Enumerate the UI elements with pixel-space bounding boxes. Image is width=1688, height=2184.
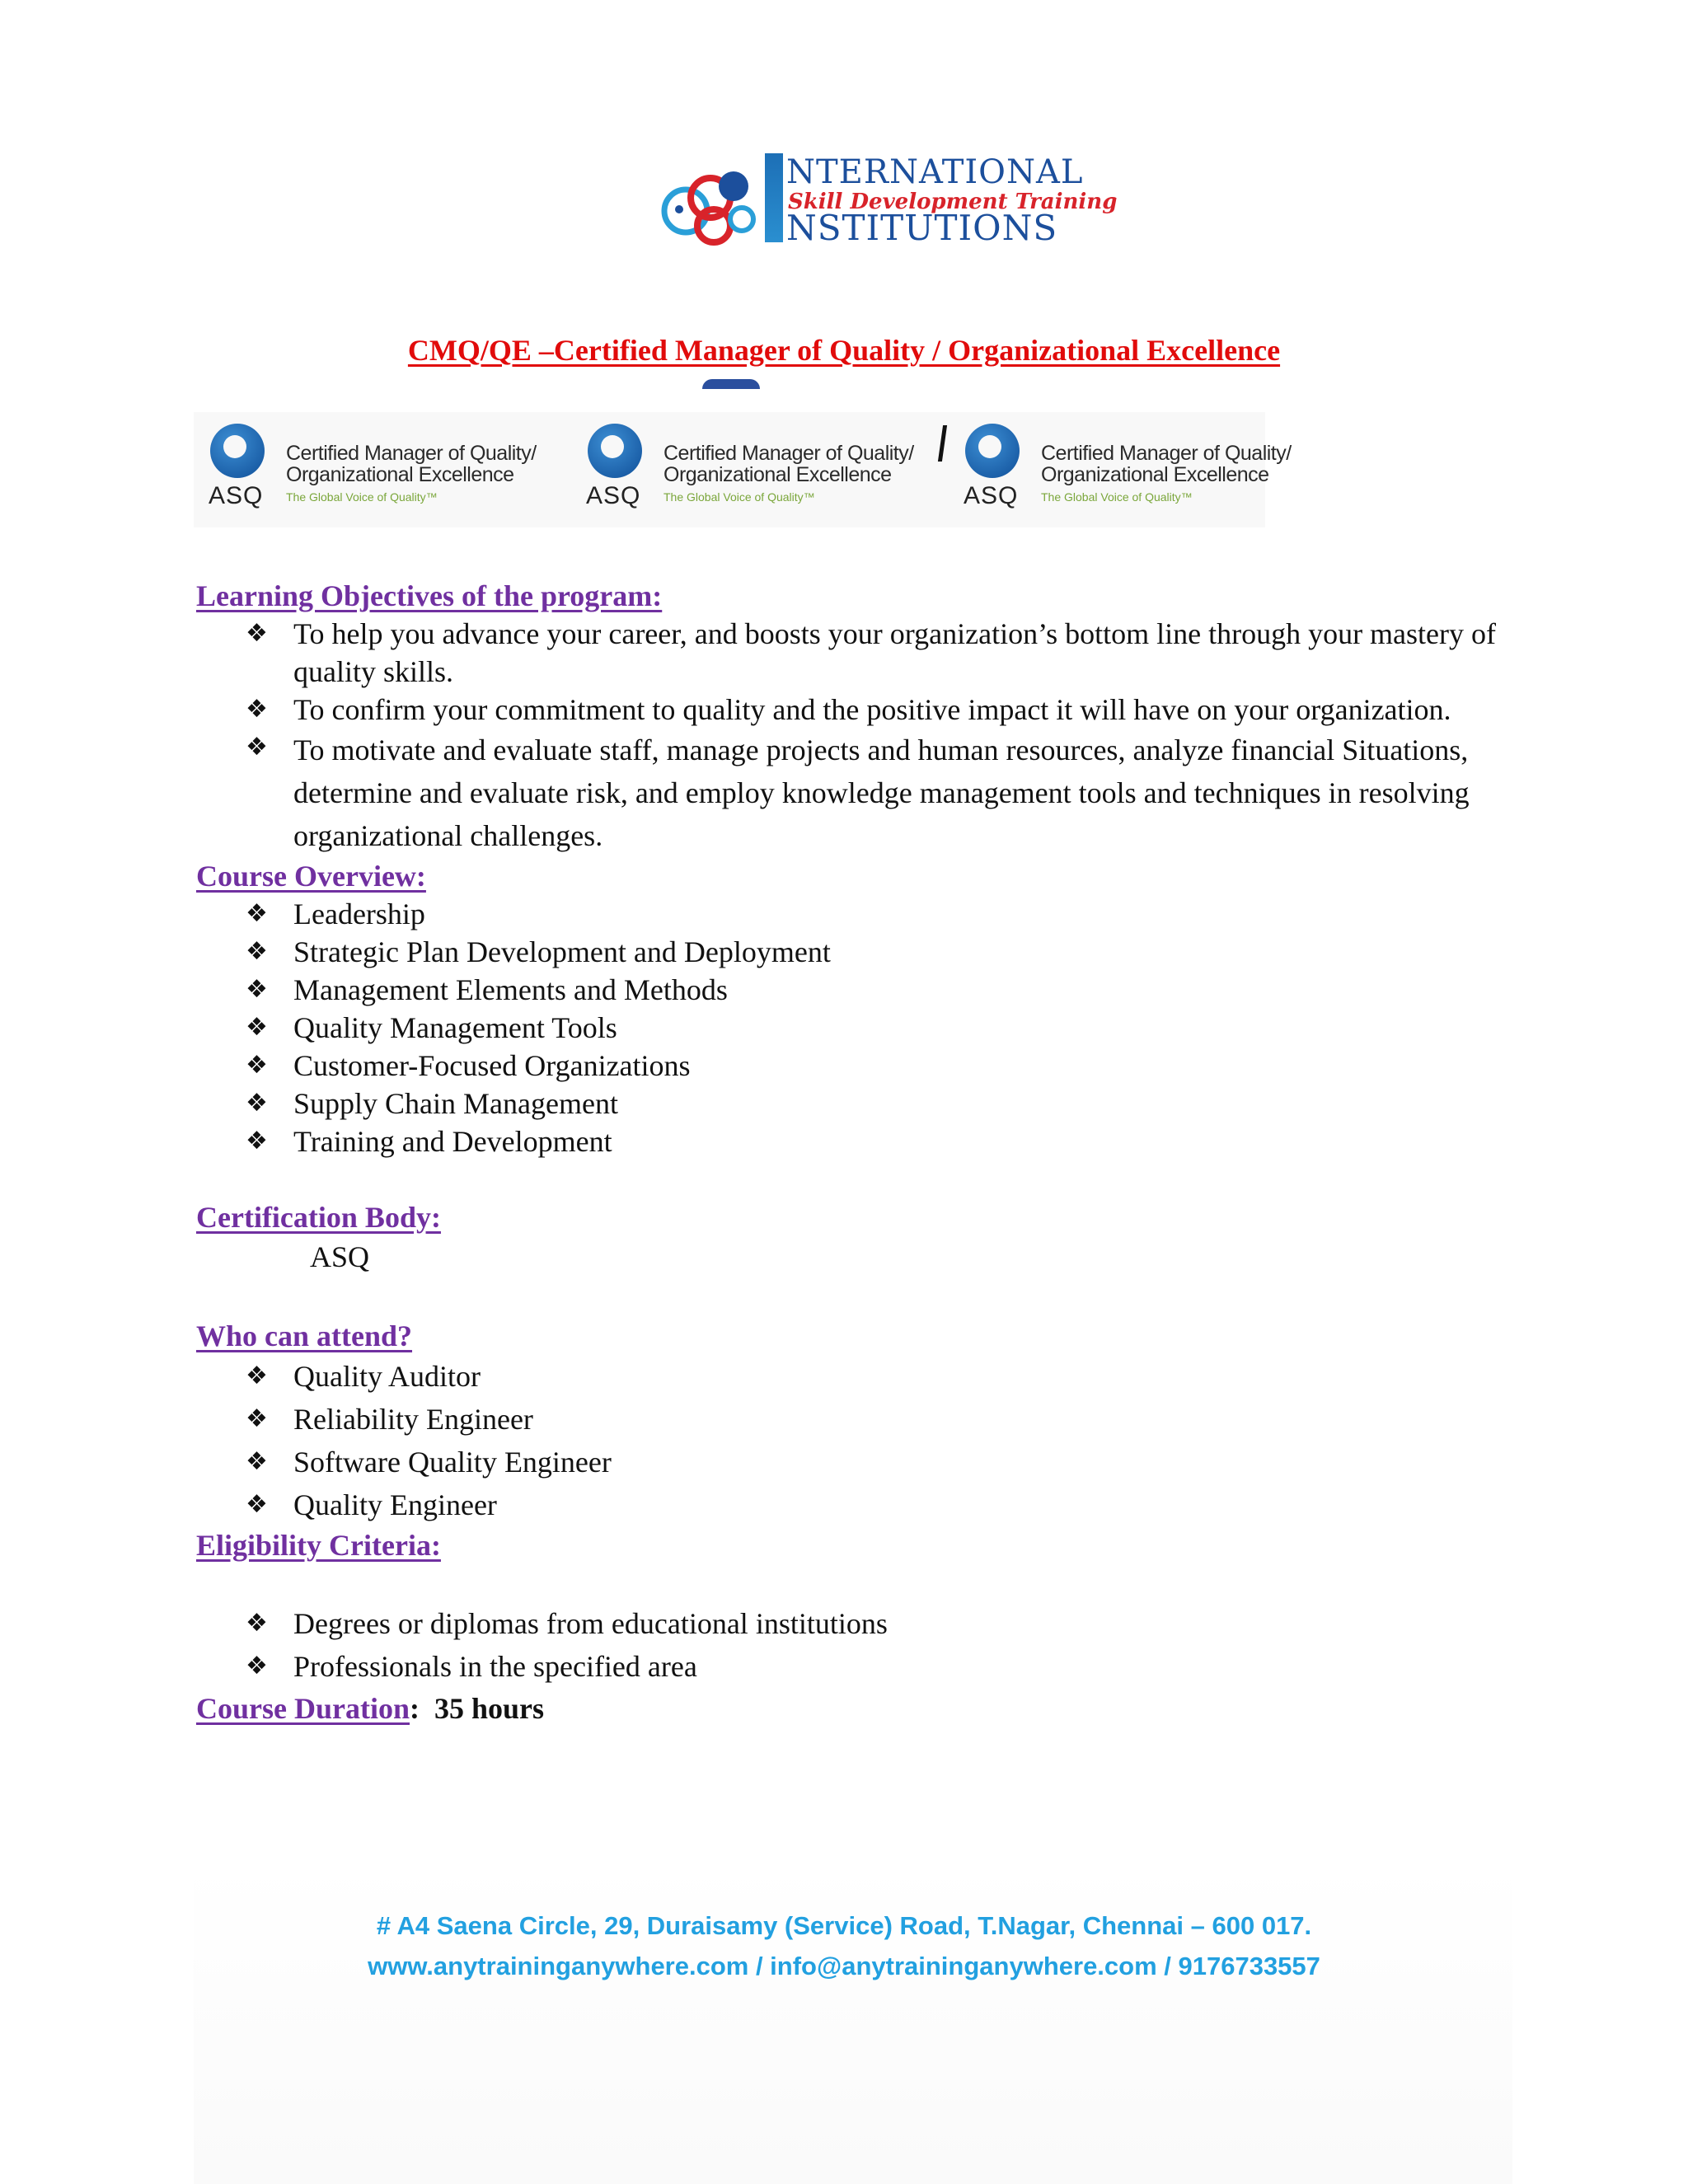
list-item [246,1602,1515,1645]
list-item-text: Quality Management Tools [293,1011,617,1044]
diamond-bullet-icon: ❖ [246,1652,268,1680]
badge-tagline: The Global Voice of Quality™ [663,490,815,504]
list-item-text: To help you advance your career, and boosts your organization’s bottom line through your mastery of quality skills. [293,617,1497,688]
logo-line-tagline: Skill Development Training [788,190,1118,214]
list-item [246,691,1515,729]
course-overview-heading: Course Overview: [196,860,426,893]
certification-body-heading: Certification Body: [196,1201,441,1234]
course-overview-list [196,895,1515,1160]
diamond-bullet-icon: ❖ [246,1404,268,1433]
list-item-text: To motivate and evaluate staff, manage projects and human resources, analyze financial Situations, determine and evaluate risk, and employ knowledge management tools and techniques in resolving organizational challenges. [293,733,1470,852]
logo-big-i [765,153,783,242]
logo-wordmark [765,153,1118,252]
list-item-text: Strategic Plan Development and Deployment [293,935,831,968]
list-item-text: Degrees or diplomas from educational institutions [293,1607,888,1640]
asq-logo-icon [965,424,1020,478]
course-duration-heading: Course Duration [196,1692,410,1725]
diamond-bullet-icon: ❖ [246,1127,268,1155]
asq-logo-icon [210,424,265,478]
certification-badges [194,412,1292,527]
list-item-text: Reliability Engineer [293,1403,533,1436]
logo-emblem-icon [659,162,767,252]
diamond-bullet-icon: ❖ [246,1051,268,1080]
list-item [246,1085,1515,1122]
list-item [246,895,1515,933]
section-spacer [196,1564,1515,1602]
list-item [246,1122,1515,1160]
who-can-attend-heading: Who can attend? [196,1319,413,1352]
eligibility-criteria-heading: Eligibility Criteria: [196,1529,441,1562]
list-item [246,615,1515,691]
course-duration-colon: : [410,1692,420,1725]
diamond-bullet-icon: ❖ [246,695,268,724]
certification-body-value: ASQ [310,1240,370,1273]
badge-title-line1: Certified Manager of Quality/ [663,442,914,465]
badge-tagline: The Global Voice of Quality™ [1041,490,1193,504]
footer-address: # A4 Saena Circle, 29, Duraisamy (Service) Road, T.Nagar, Chennai – 600 017. [376,1911,1312,1940]
list-item [246,971,1515,1009]
list-item-text: Leadership [293,898,425,930]
list-item [246,1047,1515,1085]
course-duration-value: 35 hours [434,1692,545,1725]
eligibility-criteria-list [196,1602,1515,1688]
list-item-text: Quality Auditor [293,1360,481,1393]
badge-title-line1: Certified Manager of Quality/ [1041,442,1292,465]
diamond-bullet-icon: ❖ [246,1447,268,1476]
badge-title-line2: Organizational Excellence [663,463,892,486]
who-can-attend-list [196,1355,1515,1526]
diamond-bullet-icon: ❖ [246,1609,268,1638]
cmqoe-badge [571,424,926,514]
list-item [246,1355,1515,1398]
footer-contact: www.anytraininganywhere.com / info@anytraininganywhere.com / 9176733557 [368,1952,1320,1980]
badge-asq-label: ASQ [964,482,1019,509]
section-spacer [196,1160,1515,1198]
logo-line-international: NTERNATIONAL [786,153,1084,191]
badge-separator [938,425,947,462]
badge-asq-label: ASQ [586,482,641,509]
diamond-bullet-icon: ❖ [246,619,268,648]
title-decoration [702,379,760,389]
list-item [246,933,1515,971]
document-title: CMQ/QE –Certified Manager of Quality / Organizational Excellence [407,334,1281,367]
diamond-bullet-icon: ❖ [246,937,268,966]
list-item [246,729,1515,857]
list-item-text: To confirm your commitment to quality and the positive impact it will have on your organization. [293,693,1451,726]
badge-asq-label: ASQ [209,482,264,509]
diamond-bullet-icon: ❖ [246,733,268,762]
list-item [246,1645,1515,1688]
asq-logo-icon [588,424,642,478]
list-item-text: Customer-Focused Organizations [293,1049,691,1082]
course-duration-row [196,1688,1515,1729]
list-item [246,1009,1515,1047]
diamond-bullet-icon: ❖ [246,899,268,928]
logo-line-institutions: NSTITUTIONS [786,208,1058,248]
learning-objectives-heading: Learning Objectives of the program: [196,579,663,612]
list-item-text: Software Quality Engineer [293,1446,612,1479]
list-item-text: Professionals in the specified area [293,1650,697,1683]
list-item-text: Supply Chain Management [293,1087,618,1120]
badge-tagline: The Global Voice of Quality™ [286,490,438,504]
list-item [246,1398,1515,1441]
list-item-text: Quality Engineer [293,1488,497,1521]
institution-logo [659,153,1118,252]
list-item-text: Management Elements and Methods [293,973,728,1006]
cmqoe-badge [194,424,548,514]
section-spacer [196,1277,1515,1317]
diamond-bullet-icon: ❖ [246,975,268,1004]
diamond-bullet-icon: ❖ [246,1361,268,1390]
list-item [246,1441,1515,1483]
diamond-bullet-icon: ❖ [246,1490,268,1519]
list-item [246,1483,1515,1526]
badge-title-line2: Organizational Excellence [1041,463,1269,486]
cmqoe-badge [949,424,1303,514]
badge-title-line1: Certified Manager of Quality/ [286,442,537,465]
list-item-text: Training and Development [293,1125,612,1158]
document-body [196,577,1515,1729]
diamond-bullet-icon: ❖ [246,1013,268,1042]
learning-objectives-list [196,615,1515,857]
badge-title-line2: Organizational Excellence [286,463,514,486]
diamond-bullet-icon: ❖ [246,1089,268,1118]
